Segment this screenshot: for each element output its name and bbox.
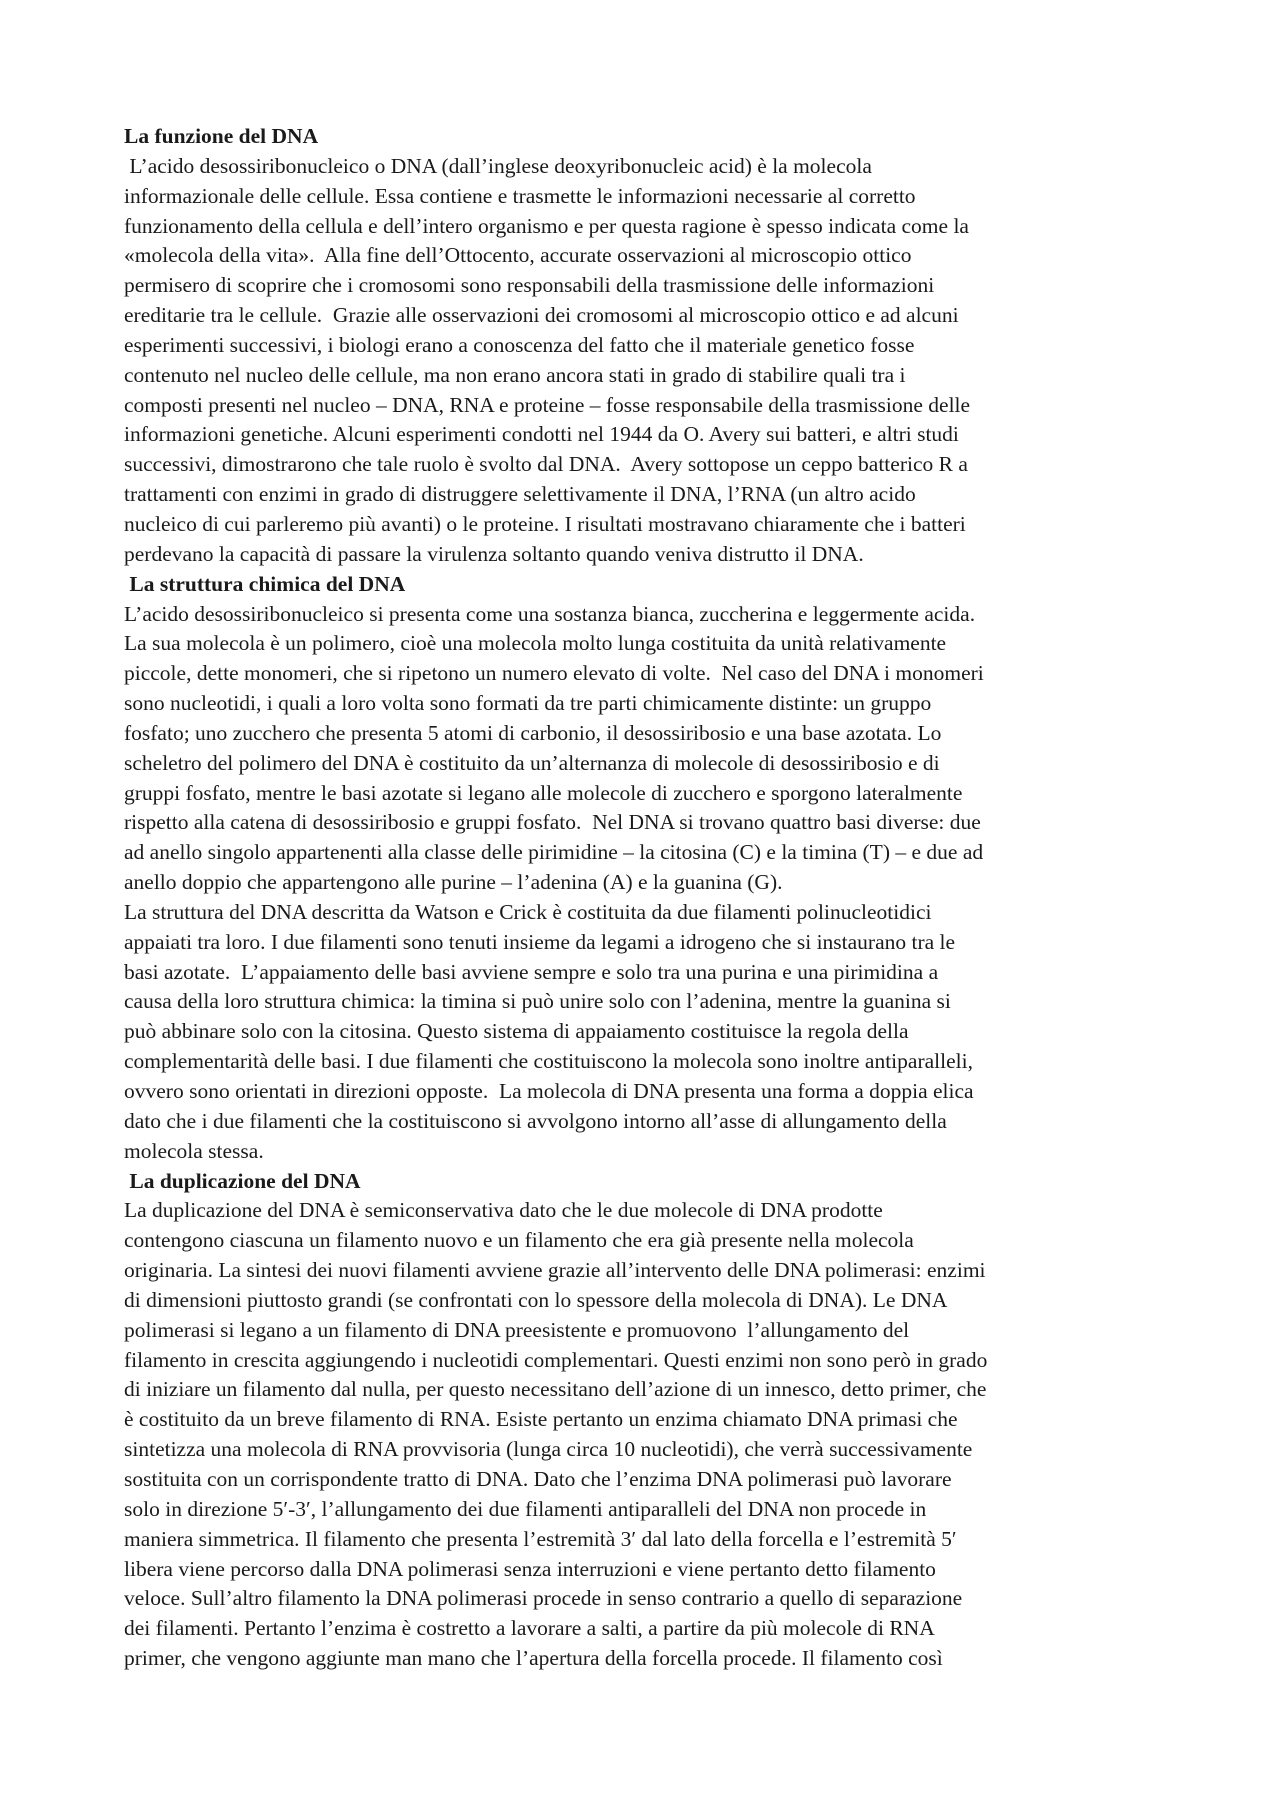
text-line: trattamenti con enzimi in grado di distruggere selettivamente il DNA, l’RNA (un altro acido [124, 482, 916, 507]
text-line: appaiati tra loro. I due filamenti sono tenuti insieme da legami a idrogeno che si instaurano tra le [124, 929, 956, 954]
text-line: L’acido desossiribonucleico o DNA (dall’inglese deoxyribonucleic acid) è la molecola [124, 153, 872, 178]
text-line: sostituita con un corrispondente tratto di DNA. Dato che l’enzima DNA polimerasi può lavorare [124, 1466, 952, 1491]
text-line: ereditarie tra le cellule. Grazie alle osservazioni dei cromosomi al microscopio ottico e ad alcuni [124, 303, 959, 328]
text-line: fosfato; uno zucchero che presenta 5 atomi di carbonio, il desossiribosio e una base azotata. Lo [124, 720, 942, 745]
text-line: è costituito da un breve filamento di RNA. Esiste pertanto un enzima chiamato DNA primasi che [124, 1407, 958, 1432]
text-line: causa della loro struttura chimica: la timina si può unire solo con l’adenina, mentre la guanina si [124, 989, 951, 1014]
text-line: dato che i due filamenti che la costituiscono si avvolgono intorno all’asse di allungamento della [124, 1108, 947, 1133]
text-line: successivi, dimostrarono che tale ruolo è svolto dal DNA. Avery sottopose un ceppo batterico R a [124, 452, 968, 477]
text-line: perdevano la capacità di passare la virulenza soltanto quando veniva distrutto il DNA. [124, 541, 864, 566]
text-line: La struttura del DNA descritta da Watson e Crick è costituita da due filamenti polinucleotidici [124, 899, 932, 924]
text-line: scheletro del polimero del DNA è costituito da un’alternanza di molecole di desossiribosio e di [124, 750, 940, 775]
section-body [124, 1196, 1174, 1674]
section-body [124, 152, 1174, 570]
text-line: anello doppio che appartengono alle purine – l’adenina (A) e la guanina (G). [124, 870, 783, 895]
text-line: di iniziare un filamento dal nulla, per questo necessitano dell’azione di un innesco, detto primer, che [124, 1377, 987, 1402]
text-line: L’acido desossiribonucleico si presenta come una sostanza bianca, zuccherina e leggermente acida. [124, 601, 976, 626]
text-line: solo in direzione 5′-3′, l’allungamento dei due filamenti antiparalleli del DNA non procede in [124, 1496, 927, 1521]
text-line: filamento in crescita aggiungendo i nucleotidi complementari. Questi enzimi non sono però in grado [124, 1347, 988, 1372]
text-line: maniera simmetrica. Il filamento che presenta l’estremità 3′ dal lato della forcella e l’estremità 5′ [124, 1526, 957, 1551]
text-line: può abbinare solo con la citosina. Questo sistema di appaiamento costituisce la regola della [124, 1019, 909, 1044]
text-line: gruppi fosfato, mentre le basi azotate si legano alle molecole di zucchero e sporgono lateralmente [124, 780, 963, 805]
section-heading: La funzione del DNA [124, 124, 319, 148]
text-line: «molecola della vita». Alla fine dell’Ottocento, accurate osservazioni al microscopio ottico [124, 243, 912, 268]
text-line: complementarità delle basi. I due filamenti che costituiscono la molecola sono inoltre antiparalleli, [124, 1049, 973, 1074]
text-line: nucleico di cui parleremo più avanti) o le proteine. I risultati mostravano chiaramente che i batteri [124, 511, 966, 536]
text-line: ovvero sono orientati in direzioni opposte. La molecola di DNA presenta una forma a doppia elica [124, 1079, 974, 1103]
text-line: permisero di scoprire che i cromosomi sono responsabili della trasmissione delle informazioni [124, 273, 935, 298]
text-line: composti presenti nel nucleo – DNA, RNA e proteine – fosse responsabile della trasmissione delle [124, 392, 971, 417]
text-line: basi azotate. L’appaiamento delle basi avviene sempre e solo tra una purina e una pirimidina a [124, 959, 939, 984]
text-line: ad anello singolo appartenenti alla classe delle pirimidine – la citosina (C) e la timina (T) – e due ad [124, 840, 984, 865]
text-line: polimerasi si legano a un filamento di DNA preesistente e promuovono l’allungamento del [124, 1317, 910, 1342]
text-line: originaria. La sintesi dei nuovi filamenti avviene grazie all’intervento delle DNA polimerasi: enzimi [124, 1258, 986, 1283]
text-line: libera viene percorso dalla DNA polimerasi senza interruzioni e viene pertanto detto filamento [124, 1556, 936, 1581]
text-line: La sua molecola è un polimero, cioè una molecola molto lunga costituita da unità relativamente [124, 631, 947, 656]
text-line: sono nucleotidi, i quali a loro volta sono formati da tre parti chimicamente distinte: un gruppo [124, 691, 932, 716]
text-line: veloce. Sull’altro filamento la DNA polimerasi procede in senso contrario a quello di separazione [124, 1586, 963, 1611]
text-line: di dimensioni piuttosto grandi (se confrontati con lo spessore della molecola di DNA). Le DNA [124, 1287, 948, 1312]
section-heading: La duplicazione del DNA [124, 1168, 361, 1193]
section-dna-function [124, 122, 1174, 570]
section-dna-duplication [124, 1167, 1174, 1674]
text-line: informazionale delle cellule. Essa contiene e trasmette le informazioni necessarie al corretto [124, 183, 916, 208]
section-body [124, 600, 1174, 1167]
text-line: sintetizza una molecola di RNA provvisoria (lunga circa 10 nucleotidi), che verrà successivamente [124, 1437, 973, 1462]
text-line: funzionamento della cellula e dell’intero organismo e per questa ragione è spesso indicata come la [124, 213, 969, 238]
text-line: contengono ciascuna un filamento nuovo e un filamento che era già presente nella molecola [124, 1228, 914, 1253]
text-line: primer, che vengono aggiunte man mano che l’apertura della forcella procede. Il filamento così [124, 1646, 943, 1671]
section-heading: La struttura chimica del DNA [124, 571, 406, 596]
text-line: piccole, dette monomeri, che si ripetono un numero elevato di volte. Nel caso del DNA i monomeri [124, 661, 984, 686]
document-page [124, 122, 1174, 1674]
text-line: contenuto nel nucleo delle cellule, ma non erano ancora stati in grado di stabilire quali tra i [124, 362, 906, 387]
section-dna-chemical-structure [124, 570, 1174, 1167]
text-line: informazioni genetiche. Alcuni esperimenti condotti nel 1944 da O. Avery sui batteri, e altri studi [124, 422, 959, 447]
text-line: rispetto alla catena di desossiribosio e gruppi fosfato. Nel DNA si trovano quattro basi diverse: due [124, 810, 981, 835]
text-line: dei filamenti. Pertanto l’enzima è costretto a lavorare a salti, a partire da più molecole di RNA [124, 1616, 935, 1641]
text-line: molecola stessa. [124, 1138, 264, 1163]
text-line: esperimenti successivi, i biologi erano a conoscenza del fatto che il materiale genetico fosse [124, 332, 915, 357]
text-line: La duplicazione del DNA è semiconservativa dato che le due molecole di DNA prodotte [124, 1198, 883, 1223]
